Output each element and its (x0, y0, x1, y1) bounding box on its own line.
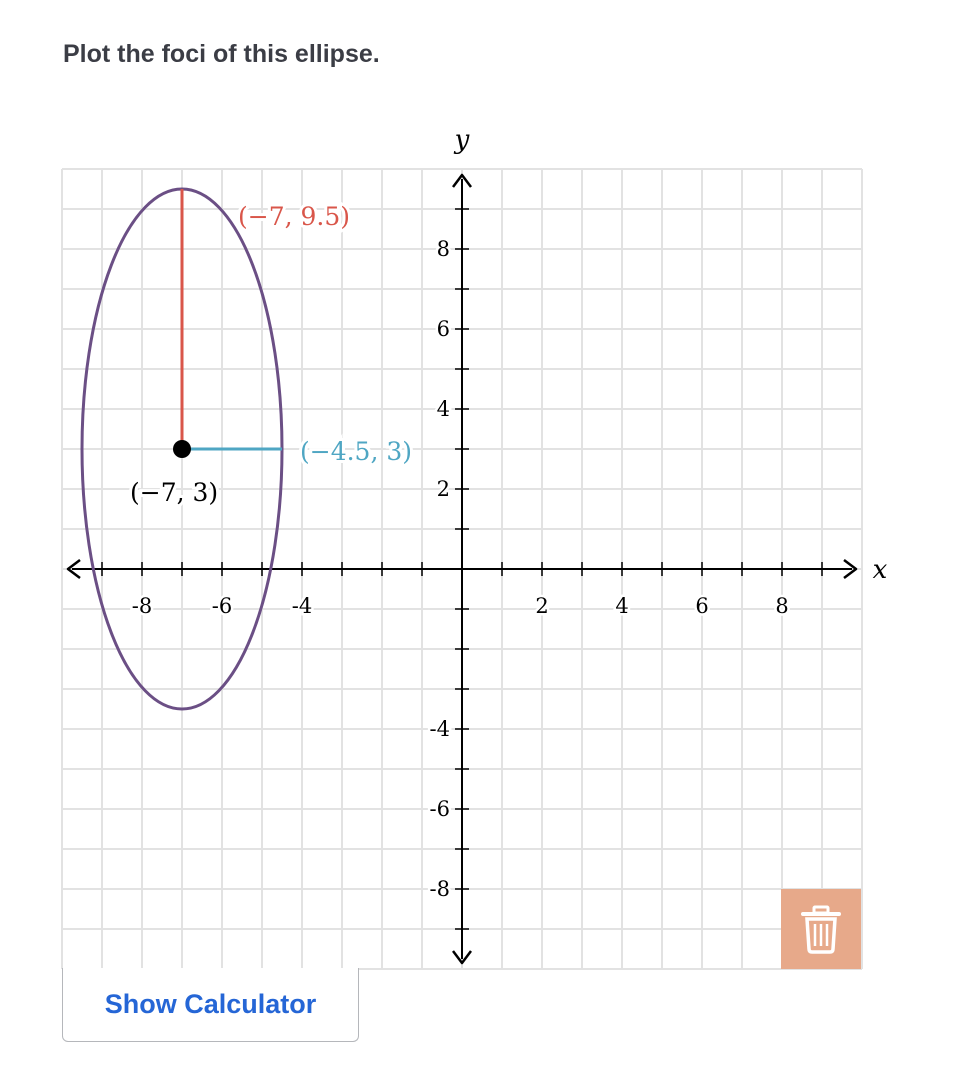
x-tick-label: -6 (211, 594, 233, 618)
y-tick-label: 6 (436, 317, 450, 341)
question-prompt: Plot the foci of this ellipse. (63, 40, 380, 68)
vertex-label: (−7, 9.5) (238, 202, 351, 231)
trash-button[interactable] (781, 889, 861, 969)
covertex-label: (−4.5, 3) (300, 437, 413, 466)
axes (68, 175, 856, 963)
center-point (173, 440, 191, 458)
x-tick-label: 8 (775, 594, 789, 618)
y-tick-label: -4 (429, 717, 450, 741)
y-axis-label: y (454, 125, 470, 155)
y-tick-label: -8 (429, 877, 450, 901)
y-tick-label: 2 (436, 477, 450, 501)
trash-icon (781, 889, 861, 969)
x-tick-label: -8 (131, 594, 153, 618)
y-tick-label: 4 (436, 397, 450, 421)
x-tick-label: 2 (535, 594, 549, 618)
x-axis-label: x (872, 555, 888, 585)
x-tick-label: 6 (695, 594, 709, 618)
y-tick-label: -6 (429, 797, 450, 821)
y-tick-label: 8 (436, 237, 450, 261)
show-calculator-button[interactable]: Show Calculator (62, 968, 359, 1042)
center-label: (−7, 3) (130, 478, 219, 507)
x-tick-label: 4 (615, 594, 629, 618)
x-tick-label: -4 (291, 594, 313, 618)
